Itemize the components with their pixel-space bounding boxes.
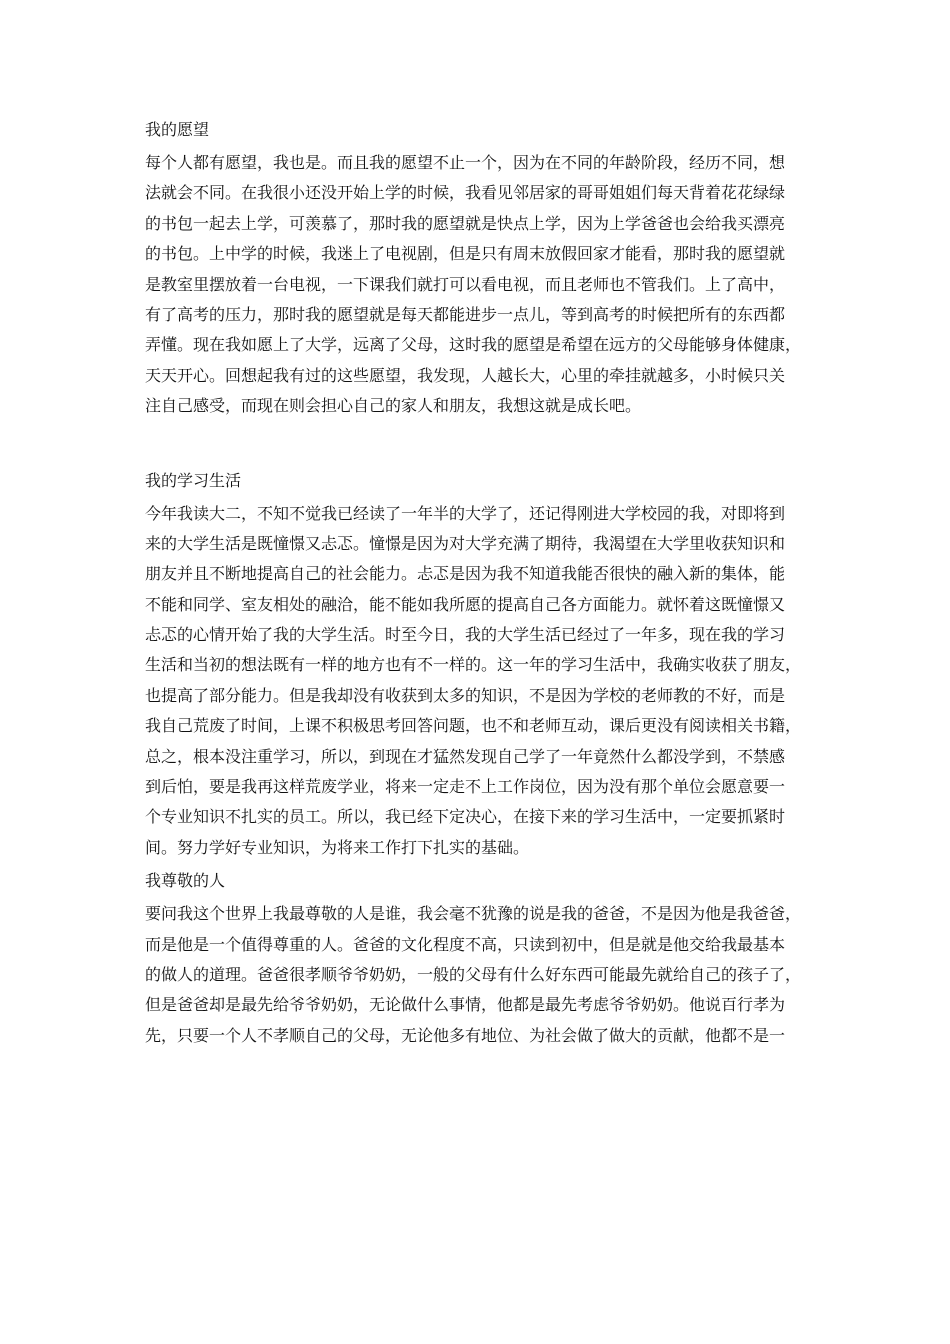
paragraph-line: 到后怕，要是我再这样荒废学业，将来一定走不上工作岗位，因为没有那个单位会愿意要一 [145, 777, 786, 797]
paragraph-line: 的做人的道理。爸爸很孝顺爷爷奶奶，一般的父母有什么好东西可能最先就给自己的孩子了， [145, 964, 802, 984]
document-page [145, 112, 808, 1051]
essay-my-wish [145, 112, 808, 422]
essay-title: 我的学习生活 [145, 470, 242, 490]
paragraph-line: 朋友并且不断地提高自己的社会能力。忐忑是因为我不知道我能否很快的融入新的集体，能 [145, 564, 786, 584]
section-spacer [145, 422, 808, 463]
paragraph-line: 今年我读大二，不知不觉我已经读了一年半的大学了，还记得刚进大学校园的我，对即将到 [145, 503, 786, 523]
paragraph-line: 要问我这个世界上我最尊敬的人是谁，我会毫不犹豫的说是我的爸爸，不是因为他是我爸爸， [145, 904, 802, 924]
paragraph-line: 间。努力学好专业知识，为将来工作打下扎实的基础。 [145, 837, 530, 857]
paragraph-line: 不能和同学、室友相处的融洽，能不能如我所愿的提高自己各方面能力。就怀着这既憧憬又 [145, 594, 786, 614]
paragraph-line: 忐忑的心情开始了我的大学生活。时至今日，我的大学生活已经过了一年多，现在我的学习 [145, 625, 786, 645]
essay-title: 我尊敬的人 [145, 871, 226, 891]
paragraph-line: 弄懂。现在我如愿上了大学，远离了父母，这时我的愿望是希望在远方的父母能够身体健康， [145, 335, 802, 355]
paragraph-line: 生活和当初的想法既有一样的地方也有不一样的。这一年的学习生活中，我确实收获了朋友， [145, 655, 802, 675]
paragraph-line: 但是爸爸却是最先给爷爷奶奶，无论做什么事情，他都是最先考虑爷爷奶奶。他说百行孝为 [145, 995, 786, 1015]
paragraph-line: 法就会不同。在我很小还没开始上学的时候，我看见邻居家的哥哥姐姐们每天背着花花绿绿 [145, 183, 786, 203]
essay-person-i-respect [145, 863, 808, 1051]
paragraph-line: 个专业知识不扎实的员工。所以，我已经下定决心，在接下来的学习生活中，一定要抓紧时 [145, 807, 786, 827]
paragraph-line: 的书包。上中学的时候，我迷上了电视剧，但是只有周末放假回家才能看，那时我的愿望就 [145, 244, 786, 264]
paragraph-line: 每个人都有愿望，我也是。而且我的愿望不止一个，因为在不同的年龄阶段，经历不同，想 [145, 153, 786, 172]
paragraph-line: 先，只要一个人不孝顺自己的父母，无论他多有地位、为社会做了做大的贡献，他都不是一 [145, 1025, 786, 1045]
paragraph-line: 我自己荒废了时间，上课不积极思考回答问题，也不和老师互动，课后更没有阅读相关书籍， [145, 716, 802, 736]
paragraph-line: 来的大学生活是既憧憬又忐忑。憧憬是因为对大学充满了期待，我渴望在大学里收获知识和 [145, 533, 786, 553]
paragraph-line: 也提高了部分能力。但是我却没有收获到太多的知识，不是因为学校的老师教的不好，而是 [145, 685, 786, 705]
essay-title: 我的愿望 [145, 120, 210, 139]
paragraph-line: 注自己感受，而现在则会担心自己的家人和朋友，我想这就是成长吧。 [145, 396, 642, 416]
paragraph-line: 而是他是一个值得尊重的人。爸爸的文化程度不高，只读到初中，但是就是他交给我最基本 [145, 934, 786, 954]
paragraph-line: 是教室里摆放着一台电视，一下课我们就打可以看电视，而且老师也不管我们。上了高中， [145, 274, 786, 294]
paragraph-line: 总之，根本没注重学习，所以，到现在才猛然发现自己学了一年竟然什么都没学到，不禁感 [145, 746, 786, 766]
essay-my-study-life [145, 463, 808, 864]
paragraph-line: 有了高考的压力，那时我的愿望就是每天都能进步一点儿，等到高考的时候把所有的东西都 [145, 304, 786, 324]
paragraph-line: 天天开心。回想起我有过的这些愿望，我发现，人越长大，心里的牵挂就越多，小时候只关 [145, 365, 786, 385]
paragraph-line: 的书包一起去上学，可羡慕了，那时我的愿望就是快点上学，因为上学爸爸也会给我买漂亮 [145, 213, 786, 233]
